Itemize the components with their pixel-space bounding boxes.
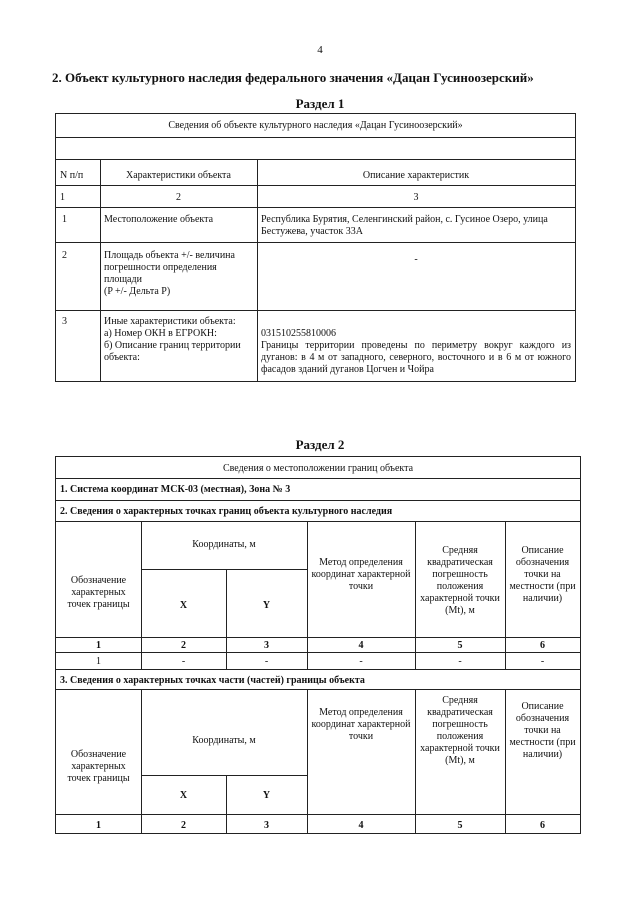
p2-data-6: - bbox=[540, 656, 545, 667]
header-characteristics: Характеристики объекта bbox=[126, 170, 231, 181]
col-number-3: 3 bbox=[413, 192, 419, 203]
page-number: 4 bbox=[317, 44, 323, 56]
p2-data-2: - bbox=[181, 656, 186, 667]
p3-num-4: 4 bbox=[358, 820, 364, 831]
col-number-1: 1 bbox=[60, 192, 65, 203]
coordinate-system: 1. Система координат МСК-03 (местная), Зона № 3 bbox=[60, 484, 291, 495]
p2-col-descr: Описание обозначения точки на местности (при наличии) bbox=[509, 545, 576, 604]
row1-num: 1 bbox=[62, 214, 67, 225]
p3-col-y: Y bbox=[262, 790, 271, 801]
section1-title: Раздел 1 bbox=[295, 96, 345, 111]
p3-num-3: 3 bbox=[264, 820, 269, 831]
p2-data-4: - bbox=[359, 656, 363, 667]
row2-desc: - bbox=[414, 254, 418, 265]
p3-col-descr: Описание обозначения точки на местности (при наличии) bbox=[509, 701, 576, 760]
row2-num: 2 bbox=[62, 250, 67, 261]
section1-table-title: Сведения об объекте культурного наследия «Дацан Гусиноозерский» bbox=[168, 120, 463, 131]
p2-col-x: X bbox=[179, 600, 188, 611]
section1-table bbox=[55, 113, 576, 382]
p2-data-1: 1 bbox=[96, 656, 101, 667]
p2-data-5: - bbox=[458, 656, 462, 667]
p3-num-2: 2 bbox=[181, 820, 186, 831]
p2-num-2: 2 bbox=[181, 640, 186, 651]
p2-col-designation: Обозначение характерных точек границы bbox=[67, 575, 130, 610]
col-number-2: 2 bbox=[176, 192, 181, 203]
header-description: Описание характеристик bbox=[362, 170, 470, 181]
section2-table bbox=[55, 456, 581, 834]
p3-col-coords: Координаты, м bbox=[192, 735, 256, 746]
section2-table-title: Сведения о местоположении границ объекта bbox=[222, 463, 414, 474]
row1-char: Местоположение объекта bbox=[104, 214, 214, 225]
p3-col-designation: Обозначение характерных точек границы bbox=[67, 749, 130, 784]
row3-desc-b: Границы территории проведены по периметру вокруг каждого из дуганов: в 4 м от западного, северного, восточного и в 6 м от южного фасадов зданий дуганов Цогчен и Чойра bbox=[261, 340, 571, 375]
p3-num-5: 5 bbox=[457, 820, 463, 831]
section2-title: Раздел 2 bbox=[295, 437, 345, 452]
object-heading: 2. Объект культурного наследия федерального значения «Дацан Гусиноозерский» bbox=[52, 70, 534, 85]
part2-title: 2. Сведения о характерных точках границ объекта культурного наследия bbox=[60, 506, 393, 517]
p3-col-error: Средняя квадратическая погрешность положения характерной точки (Mt), м bbox=[420, 695, 500, 766]
p2-data-3: - bbox=[264, 656, 269, 667]
header-number: N п/п bbox=[60, 170, 84, 181]
p2-col-y: Y bbox=[262, 600, 271, 611]
row1-desc: Республика Бурятия, Селенгинский район, с. Гусиное Озеро, улица Бестужева, участок 33А bbox=[261, 214, 548, 237]
row3-char: Иные характеристики объекта: bbox=[104, 316, 236, 327]
p3-col-method: Метод определения координат характерной точки bbox=[311, 707, 411, 742]
p2-col-error: Средняя квадратическая погрешность положения характерной точки (Mt), м bbox=[420, 545, 500, 616]
p2-num-1: 1 bbox=[96, 640, 101, 651]
p3-col-x: X bbox=[179, 790, 188, 801]
part3-title: 3. Сведения о характерных точках части (частей) границы объекта bbox=[60, 675, 365, 686]
row2-char-formula: (P +/- Дельта P) bbox=[104, 286, 171, 297]
row3-desc-a: 031510255810006 bbox=[261, 328, 336, 339]
p2-num-4: 4 bbox=[358, 640, 364, 651]
p2-num-6: 6 bbox=[540, 640, 545, 651]
row3-num: 3 bbox=[62, 316, 67, 327]
row3-char-a: а) Номер ОКН в ЕГРОКН: bbox=[104, 328, 217, 339]
p2-col-method: Метод определения координат характерной точки bbox=[311, 557, 411, 592]
p3-num-6: 6 bbox=[540, 820, 545, 831]
p2-col-coords: Координаты, м bbox=[192, 539, 256, 550]
p2-num-3: 3 bbox=[264, 640, 269, 651]
p3-num-1: 1 bbox=[96, 820, 101, 831]
row3-char-b: б) Описание границ территории объекта: bbox=[104, 340, 241, 363]
row2-char: Площадь объекта +/- величина погрешности определения площади bbox=[104, 250, 235, 285]
p2-num-5: 5 bbox=[457, 640, 463, 651]
